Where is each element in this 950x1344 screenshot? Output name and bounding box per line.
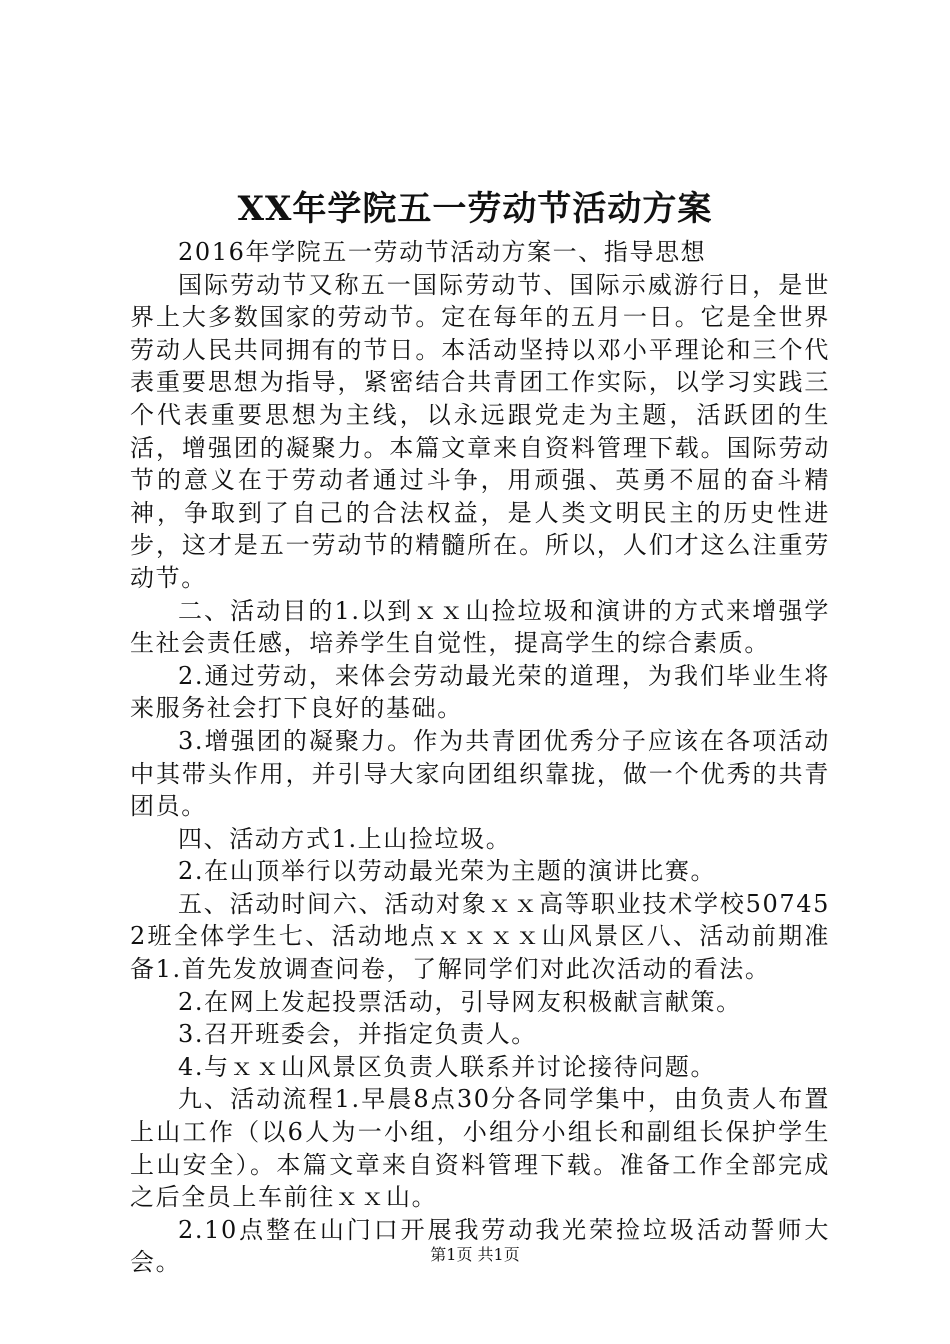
paragraph-preparation-3: 3.召开班委会，并指定负责人。 — [178, 1020, 537, 1049]
document-body — [130, 236, 830, 1279]
paragraph-purpose-2: 2.通过劳动，来体会劳动最光荣的道理，为我们毕业生将来服务社会打下良好的基础。 — [130, 661, 830, 723]
paragraph-intro: 2016年学院五一劳动节活动方案一、指导思想 — [178, 238, 707, 266]
document-title: XX年学院五一劳动节活动方案 — [237, 189, 713, 229]
paragraph-process-1: 九、活动流程1.早晨8点30分各同学集中，由负责人布置上山工作（以6人为一小组，小组分小组长和副组长保护学生上山安全）。本篇文章来自资料管理下载。准备工作全部完成之后全员上车前往ｘｘ山。 — [130, 1085, 830, 1212]
paragraph-guiding-thought: 国际劳动节又称五一国际劳动节、国际示威游行日，是世界上大多数国家的劳动节。定在每年的五月一日。它是全世界劳动人民共同拥有的节日。本活动坚持以邓小平理论和三个代表重要思想为指导，紧密结合共青团工作实际，以学习实践三个代表重要思想为主线，以永远跟党走为主题，活跃团的生活，增强团的凝聚力。本篇文章来自资料管理下载。国际劳动节的意义在于劳动者通过斗争，用顽强、英勇不屈的奋斗精神，争取到了自己的合法权益，是人类文明民主的历史性进步，这才是五一劳动节的精髓所在。所以，人们才这么注重劳动节。 — [130, 270, 830, 592]
paragraph-process-2: 2.10点整在山门口开展我劳动我光荣捡垃圾活动誓师大会。 — [130, 1215, 830, 1277]
paragraph-purpose-3: 3.增强团的凝聚力。作为共青团优秀分子应该在各项活动中其带头作用，并引导大家向团组织靠拢，做一个优秀的共青团员。 — [130, 726, 830, 821]
paragraph-purpose-1: 二、活动目的1.以到ｘｘ山捡垃圾和演讲的方式来增强学生社会责任感，培养学生自觉性，提高学生的综合素质。 — [130, 596, 830, 658]
paragraph-preparation-2: 2.在网上发起投票活动，引导网友积极献言献策。 — [178, 987, 742, 1016]
paragraph-preparation-4: 4.与ｘｘ山风景区负责人联系并讨论接待问题。 — [178, 1052, 717, 1081]
paragraph-preparation-1: 五、活动时间六、活动对象ｘｘ高等职业技术学校507452班全体学生七、活动地点ｘｘｘｘ山风景区八、活动前期准备1.首先发放调查问卷，了解同学们对此次活动的看法。 — [130, 889, 830, 984]
paragraph-method-2: 2.在山顶举行以劳动最光荣为主题的演讲比赛。 — [178, 857, 717, 886]
page-footer: 第1页 共1页 — [430, 1245, 520, 1264]
paragraph-method-1: 四、活动方式1.上山捡垃圾。 — [178, 824, 512, 853]
